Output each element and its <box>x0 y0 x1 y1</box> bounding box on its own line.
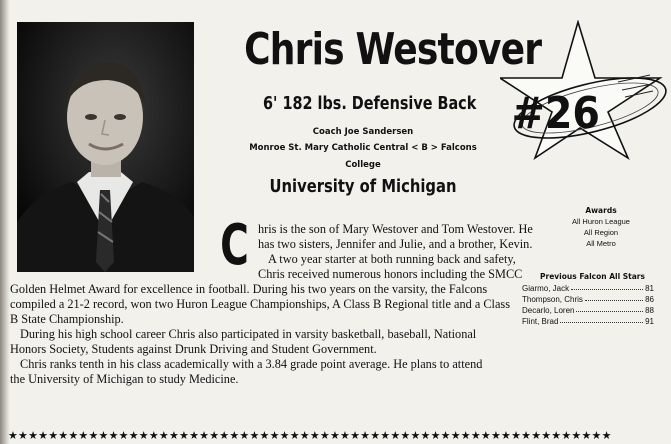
bio-line: Chris received numerous honors including the SMCC <box>258 267 523 281</box>
awards-title: Awards <box>585 206 617 215</box>
bio-line: compiled a 21-2 record, won two Huron League Championships, A Class B Regional title and a Class <box>10 297 510 311</box>
bio-line: Golden Helmet Award for excellence in football. During his two years on the varsity, the Falcons <box>10 282 488 296</box>
coach-name: Coach Joe Sandersen <box>312 127 414 137</box>
all-star-row <box>522 306 654 315</box>
school-name: Monroe St. Mary Catholic Central < B > Falcons <box>249 143 477 153</box>
all-star-year: 88 <box>645 306 654 315</box>
college-name: University of Michigan <box>269 176 457 197</box>
bio-line: Honors Society, Students against Drunk Driving and Student Government. <box>10 342 377 356</box>
jersey-number: #26 <box>511 87 600 139</box>
all-star-row <box>522 295 654 304</box>
leader-dots <box>576 306 643 312</box>
bio-line: A two year starter at both running back and safety, <box>268 252 516 266</box>
page-binding-edge <box>0 0 10 444</box>
all-star-year: 81 <box>645 284 654 293</box>
all-star-row <box>522 317 654 326</box>
bio-line: During his high school career Chris also participated in varsity basketball, baseball, National <box>20 327 477 341</box>
leader-dots <box>585 295 643 301</box>
all-star-name: Giarmo, Jack <box>522 284 570 293</box>
bio-line: the University of Michigan to study Medicine. <box>10 372 239 386</box>
previous-all-stars-title: Previous Falcon All Stars <box>540 272 645 281</box>
bio-line: Chris ranks tenth in his class academically with a 3.84 grade point average. He plans to attend <box>20 357 483 371</box>
leader-dots <box>571 284 643 290</box>
all-star-year: 86 <box>645 295 654 304</box>
star-football-icon <box>500 20 670 160</box>
bio-line: hris is the son of Mary Westover and Tom Westover. He <box>258 222 533 236</box>
star-border: ★★★★★★★★★★★★★★★★★★★★★★★★★★★★★★★★★★★★★★★★★★★★★★★★★★★★★★★★★★★★ <box>8 430 612 441</box>
award-item: All Region <box>583 228 619 237</box>
player-stats: 6' 182 lbs. Defensive Back <box>263 93 477 114</box>
all-star-name: Thompson, Chris <box>522 295 583 304</box>
bio-dropcap: C <box>220 213 249 278</box>
bio-line: has two sisters, Jennifer and Julie, and a brother, Kevin. <box>258 237 533 251</box>
college-label: College <box>345 160 381 170</box>
player-name: Chris Westover <box>244 24 542 75</box>
player-photo <box>17 22 194 272</box>
bio-line: B State Championship. <box>10 312 124 326</box>
award-item: All Metro <box>586 239 616 248</box>
award-item: All Huron League <box>572 217 630 226</box>
all-star-row <box>522 284 654 293</box>
all-star-year: 91 <box>645 317 654 326</box>
all-star-name: Flint, Brad <box>522 317 559 326</box>
leader-dots <box>560 317 643 323</box>
all-star-name: Decarlo, Loren <box>522 306 575 315</box>
jersey-badge <box>500 20 670 160</box>
